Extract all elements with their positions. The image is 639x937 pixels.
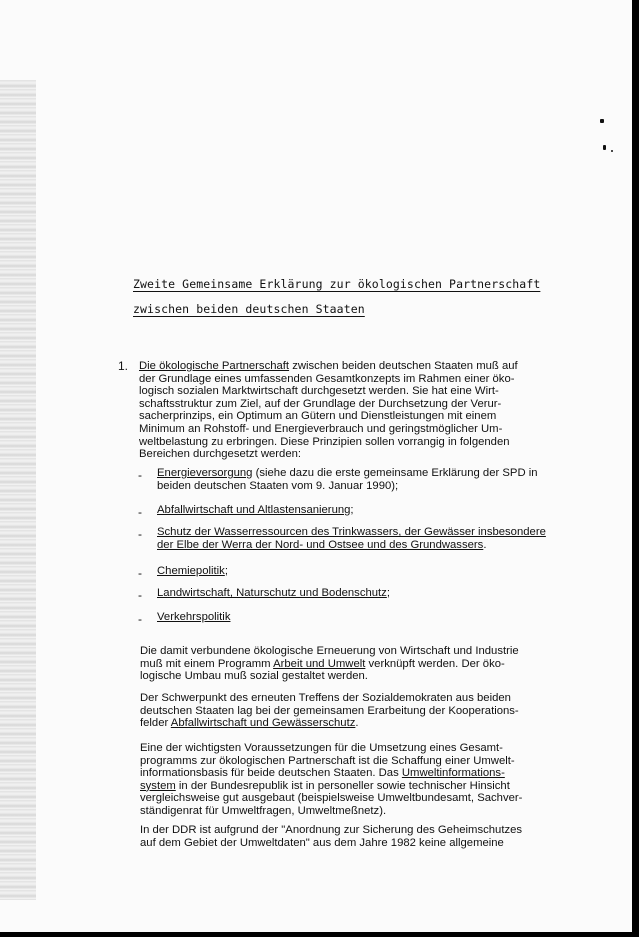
text-line [157, 565, 228, 578]
bullet-dash: - [138, 566, 142, 580]
underlined-phrase: system [140, 779, 176, 792]
bullet-energy [157, 467, 538, 492]
underlined-phrase: Umweltinformations- [401, 767, 505, 780]
document-title-line-2: zwischen beiden deutschen Staaten [133, 302, 365, 316]
paragraph-2 [140, 645, 519, 683]
text-span: . [483, 538, 487, 551]
text-span: in der Bundesrepublik ist in personeller sowie technischer Hinsicht [175, 779, 510, 792]
text-line: schaftsstruktur zum Ziel, auf der Grundlage der Durchsetzung der Verur- [139, 397, 502, 410]
text-line [157, 539, 546, 552]
text-span: verknüpft werden. Der öko- [365, 657, 505, 670]
text-line [139, 360, 518, 373]
text-line [140, 767, 522, 780]
bullet-chemistry [157, 565, 228, 578]
scan-speck [600, 119, 604, 123]
text-line: Bereichen durchgesetzt werden: [139, 448, 302, 461]
text-line: logisch sozialen Marktwirtschaft durchgesetzt werden. Sie hat eine Wirt- [139, 385, 499, 398]
text-line [157, 467, 538, 480]
bullet-dash: - [138, 612, 142, 626]
underlined-phrase: der Elbe der Werra der Nord- und Ostsee und des Grundwassers [157, 538, 484, 551]
document-title-line-1: Zweite Gemeinsame Erklärung zur ökologischen Partnerschaft [133, 277, 541, 291]
text-line: deutschen Staaten lag bei der gemeinsamen Erarbeitung der Kooperations- [140, 704, 519, 717]
underlined-phrase: Abfallwirtschaft und Gewässerschutz [170, 717, 356, 730]
underlined-phrase: Arbeit und Umwelt [273, 657, 366, 670]
text-line: der Grundlage eines umfassenden Gesamtkonzepts im Rahmen einer öko- [139, 372, 515, 385]
text-line: In der DDR ist aufgrund der "Anordnung zur Sicherung des Geheimschutzes [140, 824, 523, 836]
bullet-dash: - [138, 468, 142, 482]
paragraph-1 [139, 360, 518, 461]
text-span: ; [386, 587, 390, 599]
text-line: beiden deutschen Staaten vom 9. Januar 1990); [157, 479, 399, 492]
text-line: sacherprinzips, ein Optimum an Gütern und Dienstleistungen mit einem [139, 410, 497, 423]
underlined-phrase: Die ökologische Partnerschaft [139, 360, 290, 372]
bullet-transport [157, 611, 230, 624]
text-line [140, 780, 522, 793]
scan-edge-noise [0, 80, 36, 900]
text-line: Der Schwerpunkt des erneuten Treffens der Sozialdemokraten aus beiden [140, 692, 511, 704]
text-span: felder [140, 717, 171, 730]
paragraph-3 [140, 692, 519, 730]
text-line: Eine der wichtigsten Voraussetzungen für die Umsetzung eines Gesamt- [140, 742, 503, 754]
text-line: Die damit verbundene ökologische Erneuerung von Wirtschaft und Industrie [140, 645, 519, 657]
text-line [140, 717, 519, 730]
underlined-phrase: Abfallwirtschaft und Altlastensanierung [157, 504, 351, 516]
underlined-phrase: Energieversorgung [157, 467, 253, 479]
bullet-dash: - [138, 527, 142, 541]
bullet-water [157, 526, 546, 551]
text-span: (siehe dazu die erste gemeinsame Erklärung der SPD in [252, 467, 538, 479]
text-span: zwischen beiden deutschen Staaten muß auf [289, 360, 518, 372]
text-line [157, 504, 354, 517]
bullet-dash: - [138, 588, 142, 602]
scan-speck [603, 145, 606, 150]
underlined-phrase: Verkehrspolitik [157, 611, 231, 623]
text-line: logische Umbau muß sozial gestaltet werden. [140, 670, 368, 683]
scan-speck [611, 150, 613, 152]
bullet-waste [157, 504, 354, 517]
text-span: . [355, 717, 359, 730]
text-span: muß mit einem Programm [140, 657, 274, 670]
text-span: ; [224, 565, 228, 577]
underlined-phrase: Schutz der Wasserressourcen des Trinkwassers, der Gewässer insbesondere [157, 526, 546, 538]
text-line: auf dem Gebiet der Umweltdaten" aus dem Jahre 1982 keine allgemeine [140, 836, 504, 849]
text-line [157, 587, 390, 600]
text-span: informationsbasis für beide deutschen Staaten. Das [140, 767, 402, 780]
text-line [140, 658, 519, 671]
underlined-phrase: Chemiepolitik [157, 565, 225, 577]
text-line: ständigenrat für Umweltfragen, Umweltmeßnetz). [140, 804, 387, 817]
text-line: Minimum an Rohstoff- und Energieverbrauch und geringstmöglicher Um- [139, 422, 503, 435]
bullet-dash: - [138, 505, 142, 519]
text-line: weltbelastung zu erbringen. Diese Prinzipien sollen vorrangig in folgenden [139, 435, 510, 448]
underlined-phrase: Landwirtschaft, Naturschutz und Bodenschutz [157, 587, 387, 599]
text-line: programms zur ökologischen Partnerschaft ist die Schaffung einer Umwelt- [140, 754, 515, 767]
paragraph-5 [140, 824, 522, 849]
text-span: ; [350, 504, 354, 516]
paragraph-4 [140, 742, 522, 818]
text-line: vergleichsweise gut ausgebaut (beispielsweise Umweltbundesamt, Sachver- [140, 792, 523, 805]
bullet-agriculture [157, 587, 390, 600]
item-number: 1. [118, 359, 129, 373]
